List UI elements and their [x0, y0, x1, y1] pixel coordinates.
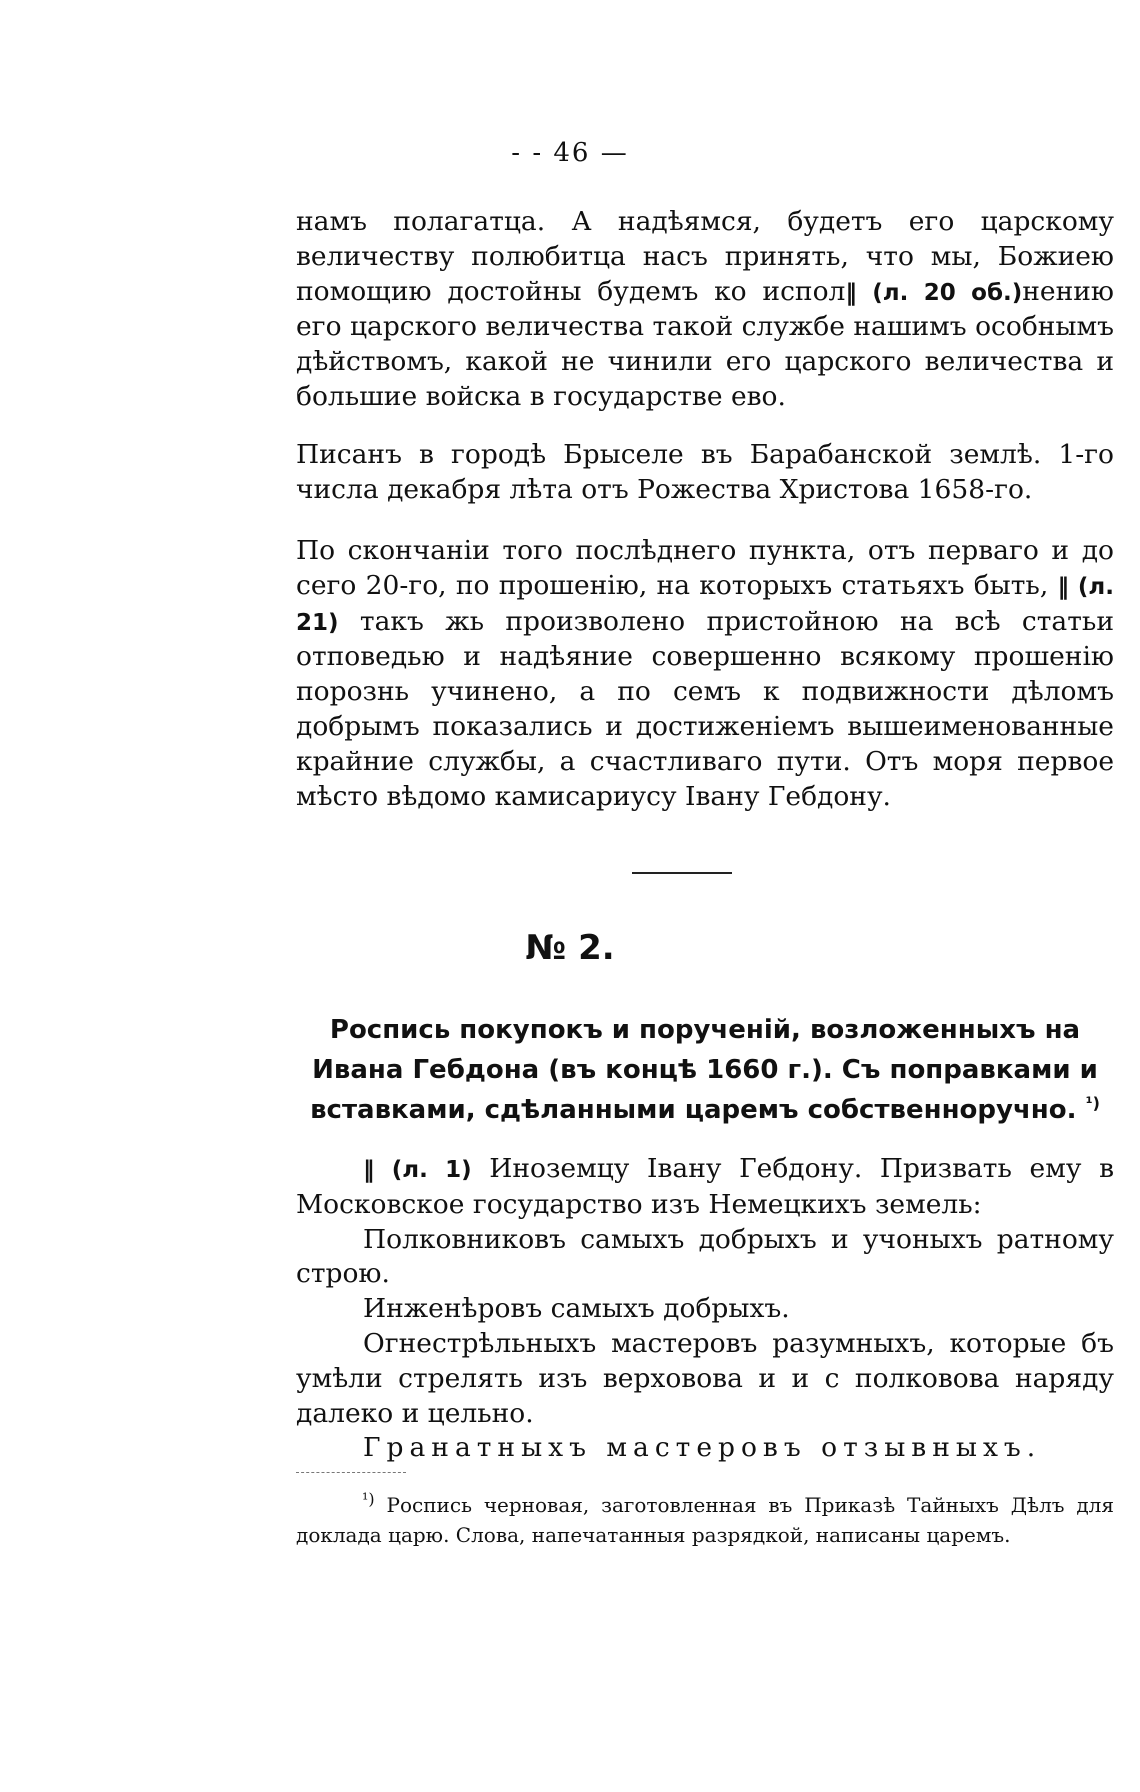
footnote: [296, 1490, 1114, 1550]
document-heading: [296, 1010, 1114, 1130]
page-number: - - 46 —: [511, 138, 629, 168]
section-divider: [632, 872, 732, 874]
list-intro-text: Иноземцу Івану Гебдону. Призвать ему в Московское государство изъ Немецкихъ земель:: [296, 1153, 1115, 1220]
document-number: № 2.: [525, 928, 615, 968]
document-heading-text: Роспись покупокъ и порученій, возложенныхъ на Ивана Гебдона (въ концѣ 1660 г.). Съ поправками и вставками, сдѣланными царемъ собственноручно.: [310, 1015, 1098, 1125]
paragraph-3-text: По скончаніи того послѣднего пункта, отъ перваго и до сего 20-го, по прошенію, на которыхъ статьяхъ быть,: [296, 535, 1114, 601]
folio-reference: ‖ (л. 21): [296, 573, 1114, 636]
paragraph-2-text: Писанъ в городѣ Брыселе въ Барабанской землѣ. 1-го числа декабря лѣта отъ Рожества Христова 1658-го.: [296, 439, 1114, 505]
heading-footnote-marker: ¹): [1085, 1093, 1100, 1113]
footnote-marker: ¹): [362, 1489, 375, 1509]
paragraph-1-text: намъ полагатца. А надѣямся, будетъ его царскому величеству полюбитца насъ принять, что мы, Божиею помощию достойны будемъ ко испол: [296, 206, 1114, 307]
paragraph-3-continuation: такъ жь произволено пристойною на всѣ статьи отповедью и надѣяние совершенно всякому прошенію порознь учинено, а по семъ к подвижности дѣломъ добрымъ показались и достиженіемъ вышеименованные крайние службы, а счастливаго пути. Отъ моря первое мѣсто вѣдомо камисариусу Івану Гебдону.: [296, 605, 1114, 812]
paragraph-1-continuation: нению его царского величества такой службе нашимъ особнымъ дѣйствомъ, какой не чинили его царского величества и большие войска в государстве ево.: [296, 275, 1114, 412]
footnote-divider: [296, 1472, 406, 1473]
purchase-list: [296, 1152, 1114, 1466]
footnote-text: Роспись черновая, заготовленная въ Приказѣ Тайныхъ Дѣлъ для доклада царю. Слова, напечатанныя разрядкой, написаны царемъ.: [296, 1493, 1114, 1547]
list-item-spaced: Гранатныхъ мастеровъ отзывныхъ.: [363, 1432, 1042, 1464]
folio-reference: ‖ (л. 20 об.): [845, 279, 1023, 306]
paragraph-1: [296, 205, 1114, 415]
paragraph-3: [296, 534, 1114, 814]
list-item: Огнестрѣльныхъ мастеровъ разумныхъ, которые бъ умѣли стрелять изъ верховова и и с полковова наряду далеко и цельно.: [296, 1327, 1114, 1429]
list-item: Инженѣровъ самыхъ добрыхъ.: [363, 1293, 790, 1325]
list-item: Полковниковъ самыхъ добрыхъ и учоныхъ ратному строю.: [296, 1223, 1114, 1290]
list-intro: [296, 1152, 1114, 1223]
paragraph-2: [296, 438, 1114, 508]
folio-reference: ‖ (л. 1): [363, 1157, 472, 1183]
